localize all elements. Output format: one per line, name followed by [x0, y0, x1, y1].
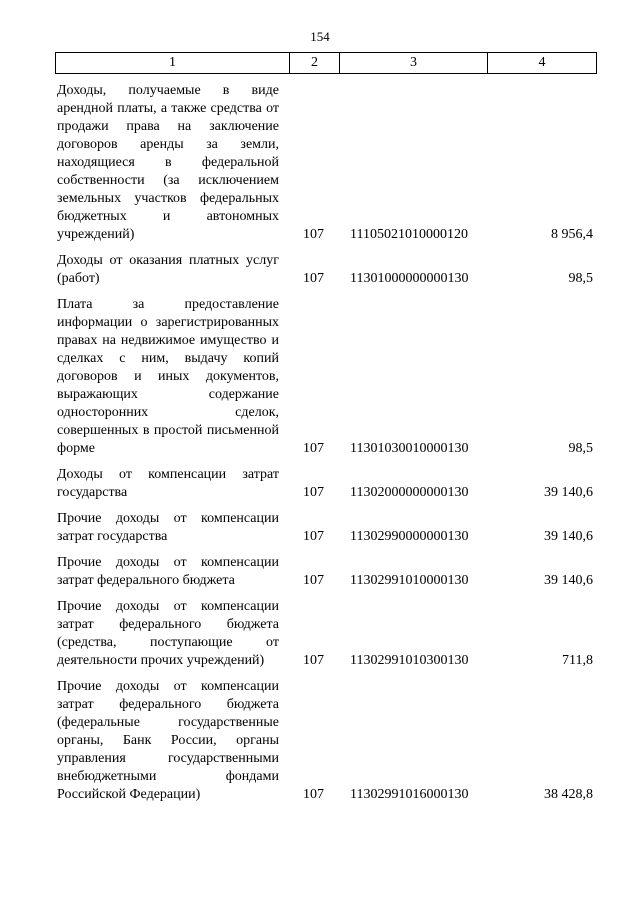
row-description: Прочие доходы от компенсации затрат федерального бюджета — [57, 555, 279, 588]
row-budget-code: 11302991010300130 — [350, 653, 469, 668]
table-body — [57, 82, 597, 812]
row-amount: 39 140,6 — [544, 485, 593, 500]
table-row — [57, 554, 597, 590]
row-admin-code: 107 — [303, 787, 324, 802]
row-admin-code: 107 — [303, 227, 324, 242]
table-row — [57, 678, 597, 804]
table-row — [57, 598, 597, 670]
table-row — [57, 296, 597, 458]
row-admin-code: 107 — [303, 529, 324, 544]
header-col-1: 1 — [169, 55, 176, 70]
row-admin-code: 107 — [303, 573, 324, 588]
row-amount: 711,8 — [562, 653, 593, 668]
row-amount: 39 140,6 — [544, 529, 593, 544]
row-description: Прочие доходы от компенсации затрат федерального бюджета (федеральные государственные органы, Банк России, органы управления государственными внебюджетными фондами Российской Федерации) — [57, 679, 279, 802]
row-admin-code: 107 — [303, 485, 324, 500]
table-row — [57, 82, 597, 244]
row-description: Прочие доходы от компенсации затрат государства — [57, 511, 279, 544]
row-amount: 98,5 — [568, 441, 593, 456]
row-amount: 38 428,8 — [544, 787, 593, 802]
row-budget-code: 11105021010000120 — [350, 227, 468, 242]
table-row — [57, 510, 597, 546]
row-budget-code: 11302991016000130 — [350, 787, 469, 802]
header-col-4: 4 — [487, 53, 596, 73]
row-amount: 39 140,6 — [544, 573, 593, 588]
row-amount: 98,5 — [568, 271, 593, 286]
row-description: Прочие доходы от компенсации затрат федерального бюджета (средства, поступающие от деятельности прочих учреждений) — [57, 599, 279, 668]
row-description: Плата за предоставление информации о зарегистрированных правах на недвижимое имущество и сделках с ним, выдачу копий договоров и иных документов, выражающих содержание односторонних сделок, совершенных в простой письменной форме — [57, 297, 279, 456]
row-description: Доходы от компенсации затрат государства — [57, 467, 279, 500]
header-col-2: 2 — [289, 53, 339, 73]
header-col-3: 3 — [339, 53, 487, 73]
row-budget-code: 11302991010000130 — [350, 573, 469, 588]
row-admin-code: 107 — [303, 441, 324, 456]
row-budget-code: 11302990000000130 — [350, 529, 469, 544]
row-admin-code: 107 — [303, 653, 324, 668]
row-description: Доходы, получаемые в виде арендной платы, а также средства от продажи права на заключение договоров аренды за земли, находящиеся в федеральной собственности (за исключением земельных участков федеральных бюджетных и автономных учреждений) — [57, 83, 279, 242]
page-number: 154 — [310, 29, 330, 44]
row-budget-code: 11301030010000130 — [350, 441, 469, 456]
row-budget-code: 11301000000000130 — [350, 271, 469, 286]
row-amount: 8 956,4 — [551, 227, 593, 242]
row-budget-code: 11302000000000130 — [350, 485, 469, 500]
row-admin-code: 107 — [303, 271, 324, 286]
row-description: Доходы от оказания платных услуг (работ) — [57, 253, 279, 286]
table-row — [57, 466, 597, 502]
table-row — [57, 252, 597, 288]
table-header — [55, 52, 597, 74]
